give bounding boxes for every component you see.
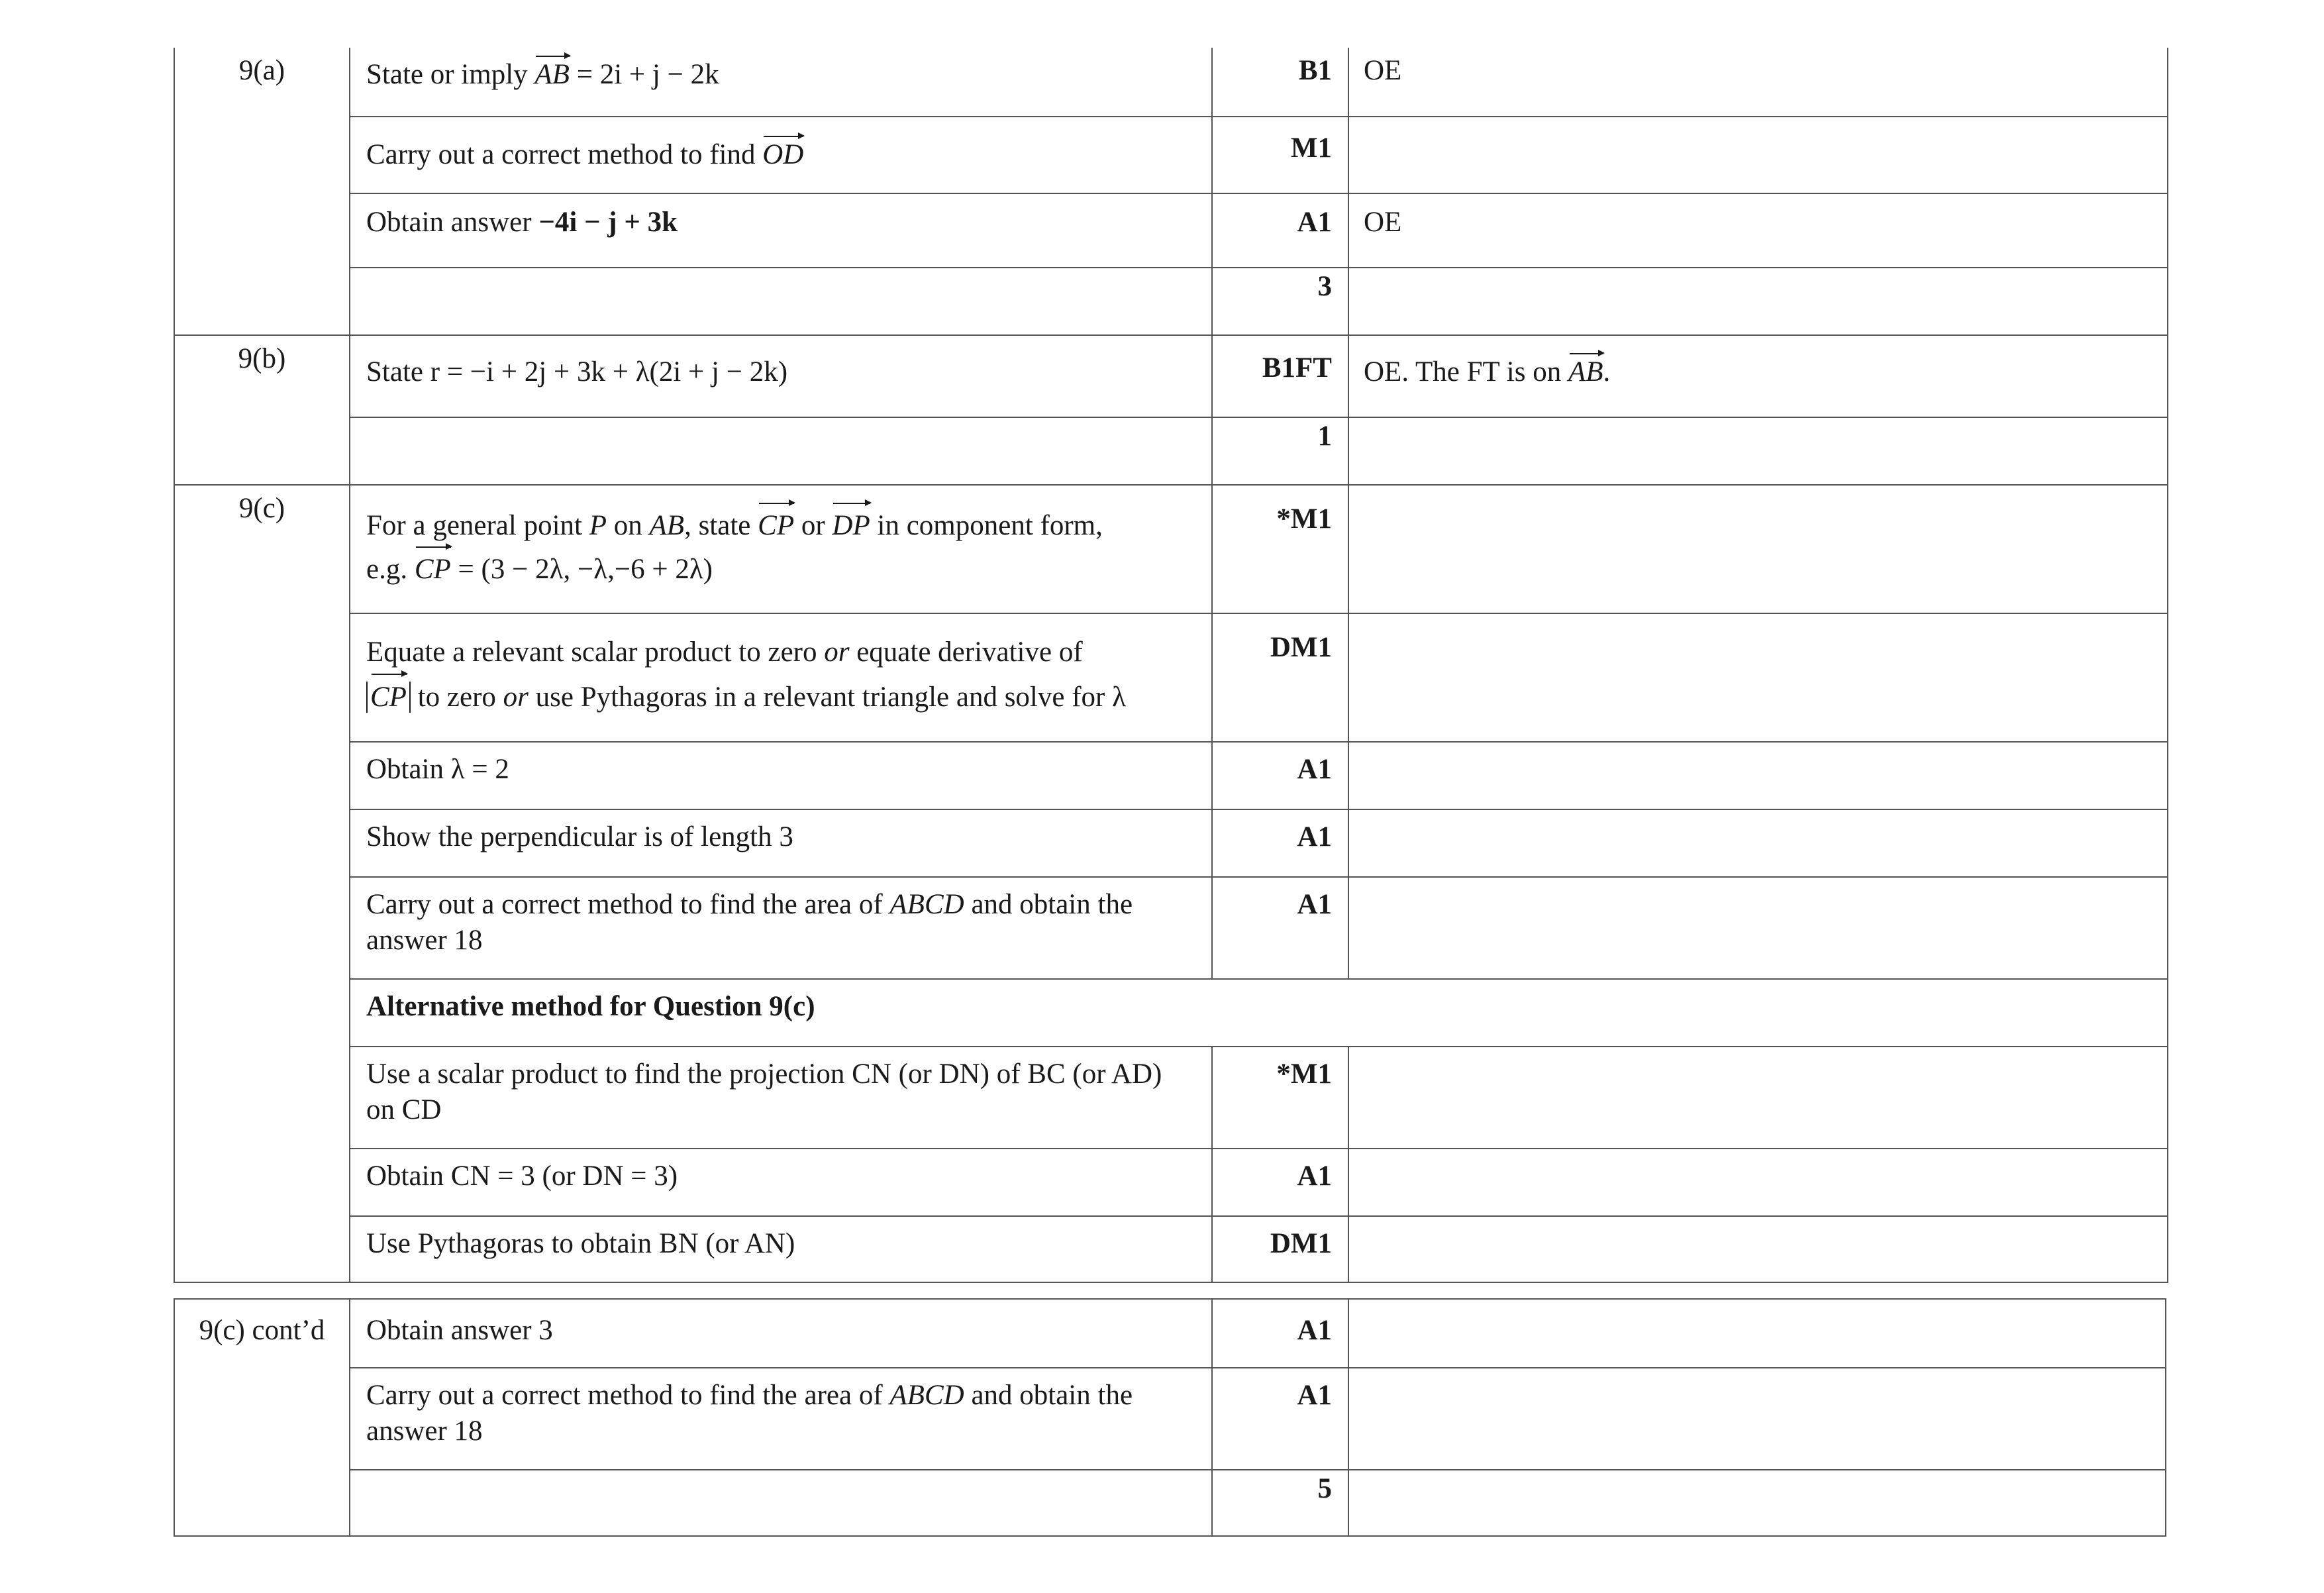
mark-cell: *M1 [1212, 1047, 1348, 1149]
description-cell: Carry out a correct method to find the area of ABCD and obtain the answer 18 [350, 1368, 1212, 1470]
mark-cell: A1 [1212, 1368, 1348, 1470]
description-cell: Equate a relevant scalar product to zero or equate derivative of CP to zero or use Pythagoras in a relevant triangle and solve for λ [350, 613, 1212, 742]
description-cell [350, 417, 1212, 485]
mark-cell: M1 [1212, 117, 1348, 193]
mark-cell: A1 [1212, 1149, 1348, 1216]
guidance-cell [1348, 613, 2168, 742]
description-cell: State r = −i + 2j + 3k + λ(2i + j − 2k) [350, 335, 1212, 417]
guidance-cell [1348, 268, 2168, 335]
description-cell: Use a scalar product to find the projection CN (or DN) of BC (or AD) on CD [350, 1047, 1212, 1149]
mark-cell: A1 [1212, 742, 1348, 809]
table-row [174, 1047, 2168, 1149]
description-cell [350, 1470, 1212, 1536]
table-row [174, 1470, 2166, 1536]
alternative-method-heading: Alternative method for Question 9(c) [350, 979, 2168, 1047]
question-label: 9(c) [174, 485, 350, 1282]
guidance-cell [1348, 1149, 2168, 1216]
mark-cell: A1 [1212, 809, 1348, 877]
guidance-cell [1348, 1470, 2166, 1536]
description-cell: State or imply AB = 2i + j − 2k [350, 48, 1212, 117]
table-row [174, 268, 2168, 335]
guidance-cell [1348, 417, 2168, 485]
description-cell: Use Pythagoras to obtain BN (or AN) [350, 1216, 1212, 1282]
guidance-cell [1348, 1047, 2168, 1149]
total-mark: 5 [1212, 1470, 1348, 1536]
mark-scheme-table-upper [174, 48, 2168, 1283]
table-row [174, 48, 2168, 117]
guidance-cell [1348, 742, 2168, 809]
question-label: 9(b) [174, 335, 350, 485]
guidance-cell [1348, 1299, 2166, 1368]
guidance-cell [1348, 809, 2168, 877]
guidance-cell [1348, 485, 2168, 613]
guidance-cell: OE [1348, 193, 2168, 268]
description-cell: Obtain answer −4i − j + 3k [350, 193, 1212, 268]
description-cell [350, 268, 1212, 335]
table-row [174, 979, 2168, 1047]
table-row [174, 742, 2168, 809]
table-row [174, 613, 2168, 742]
table-row [174, 1216, 2168, 1282]
mark-scheme-table-lower [174, 1298, 2166, 1537]
mark-cell: B1 [1212, 48, 1348, 117]
table-row [174, 1299, 2166, 1368]
description-cell: Carry out a correct method to find OD [350, 117, 1212, 193]
guidance-cell [1348, 1368, 2166, 1470]
total-mark: 3 [1212, 268, 1348, 335]
table-row [174, 1368, 2166, 1470]
guidance-cell [1348, 1216, 2168, 1282]
table-row [174, 1149, 2168, 1216]
table-row [174, 335, 2168, 417]
total-mark: 1 [1212, 417, 1348, 485]
mark-cell: B1FT [1212, 335, 1348, 417]
description-cell: Obtain answer 3 [350, 1299, 1212, 1368]
mark-cell: DM1 [1212, 613, 1348, 742]
description-cell: For a general point P on AB, state CP or DP in component form, e.g. CP = (3 − 2λ, −λ,−6 + 2λ) [350, 485, 1212, 613]
description-cell: Obtain CN = 3 (or DN = 3) [350, 1149, 1212, 1216]
mark-cell: A1 [1212, 1299, 1348, 1368]
table-row [174, 417, 2168, 485]
guidance-cell [1348, 117, 2168, 193]
mark-cell: A1 [1212, 193, 1348, 268]
guidance-cell [1348, 877, 2168, 979]
mark-cell: DM1 [1212, 1216, 1348, 1282]
table-row [174, 117, 2168, 193]
question-label: 9(c) cont’d [174, 1299, 350, 1536]
mark-cell: *M1 [1212, 485, 1348, 613]
description-cell: Obtain λ = 2 [350, 742, 1212, 809]
mark-cell: A1 [1212, 877, 1348, 979]
description-cell: Show the perpendicular is of length 3 [350, 809, 1212, 877]
guidance-cell: OE [1348, 48, 2168, 117]
table-row [174, 193, 2168, 268]
question-label: 9(a) [174, 48, 350, 335]
table-row [174, 877, 2168, 979]
table-row [174, 809, 2168, 877]
guidance-cell: OE. The FT is on AB. [1348, 335, 2168, 417]
table-row [174, 485, 2168, 613]
description-cell: Carry out a correct method to find the area of ABCD and obtain the answer 18 [350, 877, 1212, 979]
